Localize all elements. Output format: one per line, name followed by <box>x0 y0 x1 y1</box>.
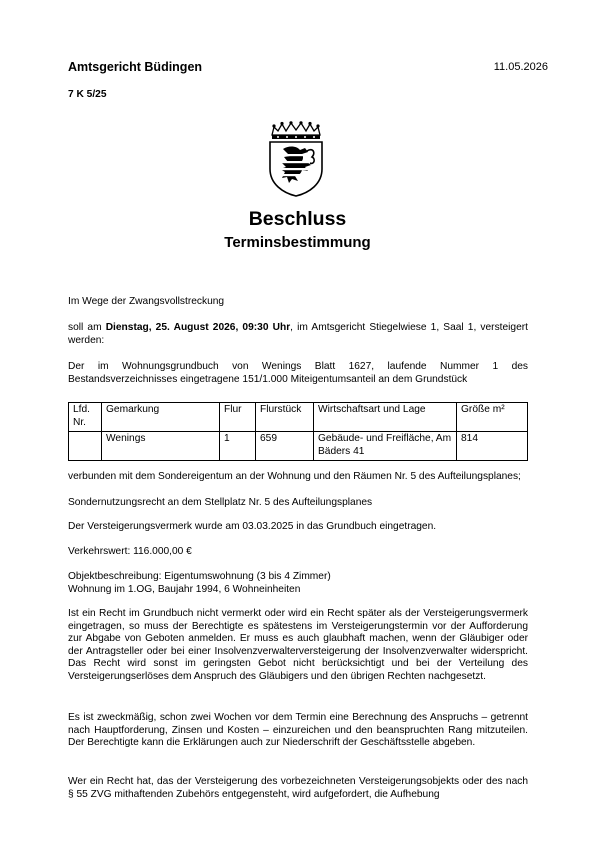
paragraph-intro: Im Wege der Zwangsvollstreckung <box>68 296 225 307</box>
table-header-cell: Wirtschaftsart und Lage <box>314 403 457 432</box>
auction-date-suffix: , im Amtsgericht Stiegelwiese 1, Saal 1, versteigert werden: <box>68 322 528 346</box>
paragraph-auction-date <box>68 322 528 347</box>
object-details: Wohnung im 1.OG, Baujahr 1994, 6 Wohneinheiten <box>68 584 301 595</box>
paragraph-parking-right: Sondernutzungsrecht an dem Stellplatz Nr. 5 des Aufteilungsplanes <box>68 497 373 508</box>
paragraph-special-ownership: verbunden mit dem Sondereigentum an der Wohnung und den Räumen Nr. 5 des Aufteilungsplanes; <box>68 471 521 482</box>
document-subtitle: Terminsbestimmung <box>224 234 371 251</box>
table-cell: Wenings <box>102 432 220 461</box>
table-header-cell: Gemarkung <box>102 403 220 432</box>
auction-date-time: Dienstag, 25. August 2026, 09:30 Uhr <box>105 322 291 333</box>
auction-date-prefix: soll am <box>68 322 106 333</box>
table-header-cell: Lfd. Nr. <box>69 403 102 432</box>
document-title: Beschluss <box>248 208 347 230</box>
table-cell <box>69 432 102 461</box>
property-table <box>68 402 528 461</box>
paragraph-opposing-rights: Wer ein Recht hat, das der Versteigerung des vorbezeichneten Versteigerungsobjekts oder des nach § 55 ZVG mithaftenden Zubehörs entgegensteht, wird aufgefordert, die Aufhebung <box>68 776 528 800</box>
table-cell: Gebäude- und Freifläche, Am Bäders 41 <box>314 432 457 461</box>
table-header-row <box>69 403 528 432</box>
table-cell: 1 <box>220 432 256 461</box>
object-description: Objektbeschreibung: Eigentumswohnung (3 bis 4 Zimmer) <box>68 571 331 582</box>
table-header-cell: Flurstück <box>256 403 314 432</box>
table-header-cell: Größe m² <box>457 403 528 432</box>
table-cell: 659 <box>256 432 314 461</box>
table-header-cell: Flur <box>220 403 256 432</box>
document-date: 11.05.2026 <box>493 61 548 73</box>
market-value: Verkehrswert: 116.000,00 € <box>68 546 192 557</box>
coat-of-arms-icon <box>267 121 325 197</box>
paragraph-rights-notice: Ist ein Recht im Grundbuch nicht vermerkt oder wird ein Recht später als der Versteigerungsvermerk eingetragen, so muss der Berechtigte es spätestens im Versteigerungstermin vor der Aufforderung zur Abgabe von Geboten anmelden. Er muss es auch glaubhaft machen, wenn der Gläubiger oder der Antragsteller oder bei einer Insolvenzverwalterversteigerung der Insolvenzverwalter widerspricht. Das Recht wird sonst im geringsten Gebot nicht berücksichtigt und bei der Verteilung des Versteigerungserlöses dem Anspruch des Gläubigers und den übrigen Rechten nachgesetzt. <box>68 608 528 682</box>
table-cell: 814 <box>457 432 528 461</box>
paragraph-claim-calculation: Es ist zweckmäßig, schon zwei Wochen vor dem Termin eine Berechnung des Anspruchs – getrennt nach Hauptforderung, Zinsen und Kosten – einzureichen und den beanspruchten Rang mitzuteilen. Der Berechtigte kann die Erklärungen auch zur Niederschrift der Geschäftsstelle abgeben. <box>68 712 528 749</box>
paragraph-auction-note: Der Versteigerungsvermerk wurde am 03.03.2025 in das Grundbuch eingetragen. <box>68 521 437 532</box>
court-name: Amtsgericht Büdingen <box>68 60 203 74</box>
table-row <box>69 432 528 461</box>
paragraph-property: Der im Wohnungsgrundbuch von Wenings Blatt 1627, laufende Nummer 1 des Bestandsverzeichnisses eingetragene 151/1.000 Miteigentumsanteil an dem Grundstück <box>68 361 528 385</box>
file-number: 7 K 5/25 <box>68 89 107 100</box>
